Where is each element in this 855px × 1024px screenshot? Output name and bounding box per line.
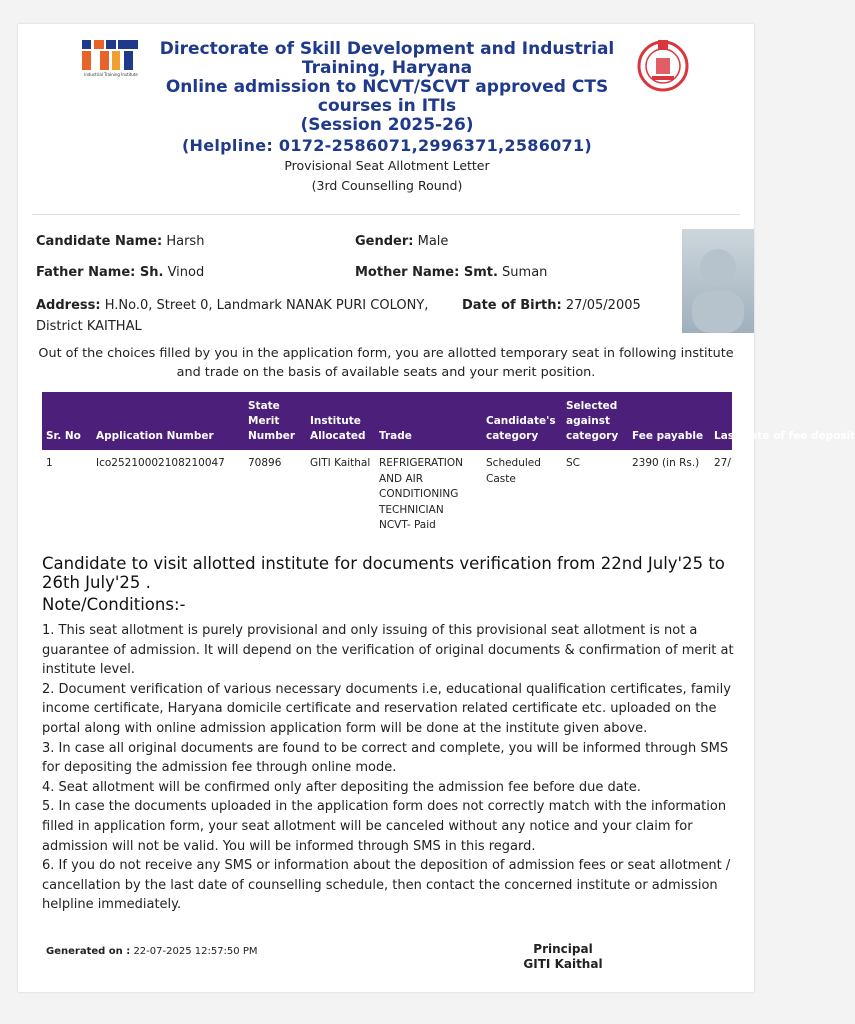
header-institute-allocated: Institute Allocated — [306, 392, 375, 450]
signatory-title: Principal — [533, 942, 593, 956]
admission-title-line2: courses in ITIs — [317, 96, 457, 116]
header-sr-no: Sr. No — [42, 392, 92, 450]
cell-merit-number: 70896 — [248, 457, 282, 469]
table-row — [42, 450, 732, 540]
haryana-seal — [630, 36, 696, 92]
header-trade: Trade — [375, 392, 482, 450]
letter-header — [138, 40, 636, 196]
note-item: 1. This seat allotment is purely provisional and only issuing of this provisional seat allotment is not a guarantee of admission. It will depend on the verification of original documents & confirmation of merit at institute level. — [42, 623, 734, 678]
candidate-address: Address: H.No.0, Street 0, Landmark NANAK PURI COLONY, District KAITHAL — [36, 298, 429, 334]
helpline-label: (Helpline: 0172-2586071,2996371,2586071) — [181, 136, 593, 155]
candidate-name: Candidate Name: Harsh — [36, 234, 205, 249]
counselling-round: (3rd Counselling Round) — [311, 178, 463, 193]
note-item: 3. In case all original documents are found to be correct and complete, you will be informed through SMS for depositing the admission fee through online mode. — [42, 740, 729, 776]
notes-heading: Note/Conditions:- — [42, 595, 186, 614]
logo-caption: Industrial Training Institute — [84, 72, 138, 77]
candidate-photo — [682, 229, 754, 333]
mother-name: Mother Name: Smt. Suman — [355, 265, 548, 280]
note-item: 6. If you do not receive any SMS or information about the deposition of admission fees or seat allotment / cancellation by the last date of counselling schedule, then contact the concerned institute or admission helpline immediately. — [42, 858, 731, 913]
notes-list — [42, 621, 744, 915]
signatory-institute: GITI Kaithal — [523, 957, 603, 971]
header-selected-category: Selected against category — [562, 392, 628, 450]
candidate-gender: Gender: Male — [355, 234, 449, 249]
session-label: (Session 2025-26) — [300, 115, 474, 135]
cell-sr-no: 1 — [46, 457, 53, 469]
table-header-row — [42, 392, 732, 450]
father-name: Father Name: Sh. Vinod — [36, 265, 205, 280]
verification-notice: Candidate to visit allotted institute for documents verification from 22nd July'25 to 26th July'25 . — [42, 554, 725, 592]
cell-candidate-category: Scheduled Caste — [486, 457, 541, 485]
iti-logo — [78, 38, 144, 82]
allotment-table — [42, 392, 855, 540]
header-divider — [32, 214, 740, 215]
header-candidate-category: Candidate's category — [482, 392, 562, 450]
allotment-letter — [18, 24, 855, 992]
principal-signature-block — [508, 942, 618, 972]
cell-application-number: Ico25210002108210047 — [96, 457, 225, 469]
header-state-merit-number: State Merit Number — [244, 392, 306, 450]
cell-fee: 2390 (in Rs.) — [632, 457, 700, 469]
department-title-line1: Directorate of Skill Development and Industrial — [159, 39, 615, 59]
header-last-date: Last date of fee deposit — [710, 392, 732, 450]
letter-title: Provisional Seat Allotment Letter — [284, 158, 490, 173]
department-title-line2: Training, Haryana — [301, 58, 473, 78]
cell-last-date: 27/ — [714, 457, 731, 469]
allotment-intro: Out of the choices filled by you in the application form, you are allotted temporary seat in following institute and trade on the basis of available seats and your merit position. — [38, 346, 734, 380]
note-item: 4. Seat allotment will be confirmed only after depositing the admission fee before due date. — [42, 779, 641, 795]
note-item: 5. In case the documents uploaded in the application form does not correctly match with the information filled in application form, your seat allotment will be canceled without any notice and your claim for admission will not be valid. You will be informed through SMS in this regard. — [42, 799, 727, 854]
generated-on: Generated on : 22-07-2025 12:57:50 PM — [46, 946, 258, 957]
date-of-birth: Date of Birth: 27/05/2005 — [462, 298, 641, 313]
admission-title-line1: Online admission to NCVT/SCVT approved CTS — [165, 77, 609, 97]
cell-institute: GITI Kaithal — [310, 457, 371, 469]
cell-selected-category: SC — [566, 457, 580, 469]
note-item: 2. Document verification of various necessary documents i.e, educational qualification certificates, family income certificate, Haryana domicile certificate and reservation related certificate etc. uploaded on the portal along with online admission application form will be done at the institute given above. — [42, 681, 731, 736]
header-application-number: Application Number — [92, 392, 244, 450]
header-fee-payable: Fee payable — [628, 392, 710, 450]
cell-trade: REFRIGERATION AND AIR CONDITIONING TECHNICIAN NCVT- Paid — [379, 457, 463, 531]
